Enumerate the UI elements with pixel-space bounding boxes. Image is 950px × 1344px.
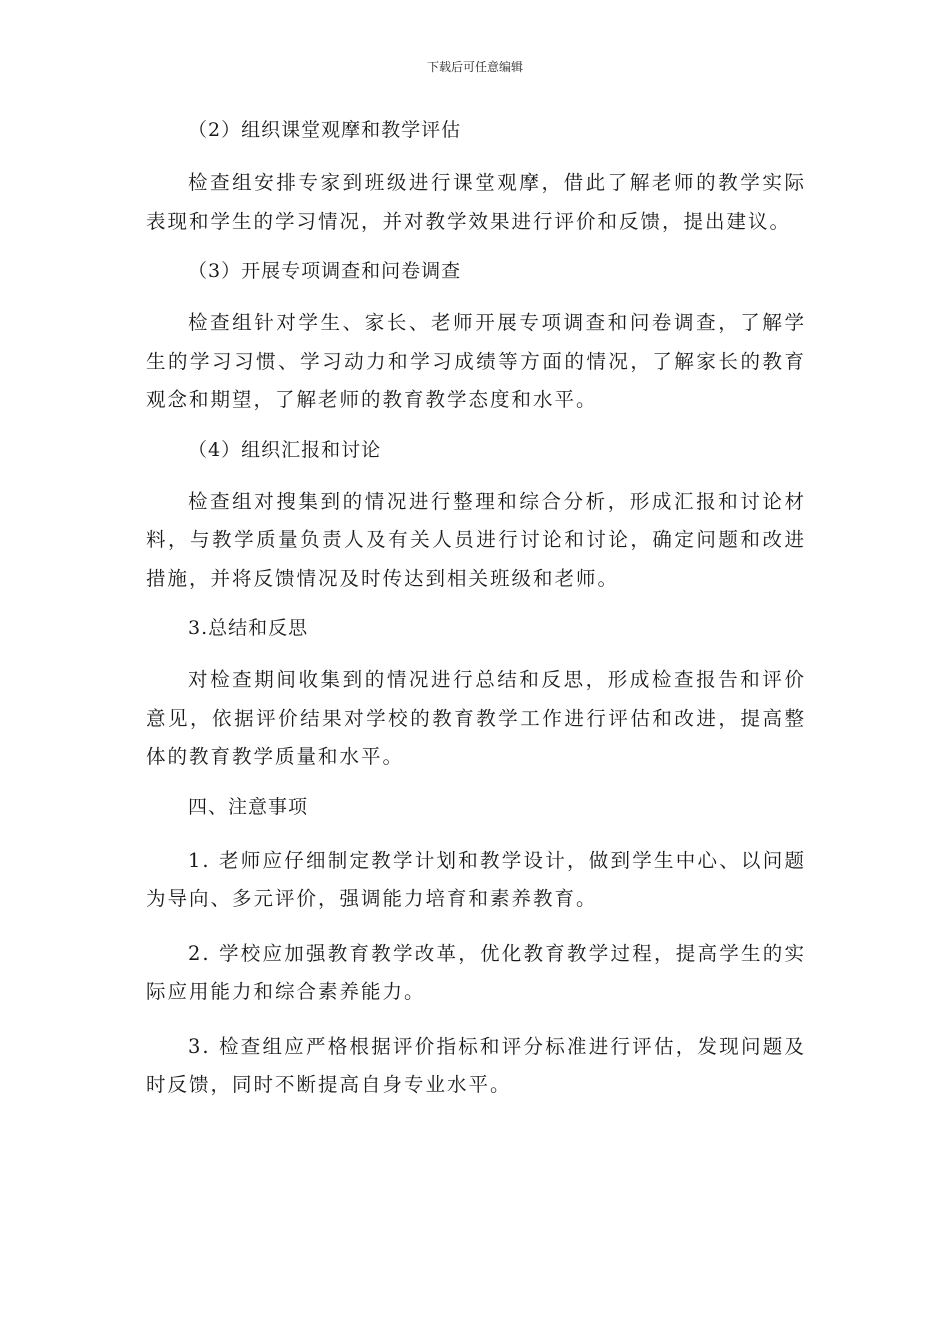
section-heading-3: （3）开展专项调查和问卷调查	[188, 260, 462, 282]
section-heading-summary: 3.总结和反思	[188, 617, 309, 639]
section-heading-4: （4）组织汇报和讨论	[188, 438, 382, 461]
paragraph-surveys: 检查组针对学生、家长、老师开展专项调查和问卷调查，了解学生的学习习惯、学习动力和学习成绩等方面的情况，了解家长的教育观念和期望，了解老师的教育教学态度和水平。	[146, 311, 806, 411]
paragraph-classroom-observation: 检查组安排专家到班级进行课堂观摩，借此了解老师的教学实际表现和学生的学习情况，并对教学效果进行评价和反馈，提出建议。	[146, 171, 806, 233]
section-heading-notes: 四、注意事项	[188, 795, 309, 818]
page-header: 下载后可任意编辑	[426, 60, 523, 74]
paragraph-summary: 对检查期间收集到的情况进行总结和反思，形成检查报告和评价意见，依据评价结果对学校的教育教学工作进行评估和改进，提高整体的教育教学质量和水平。	[146, 668, 806, 768]
note-item-2: 2. 学校应加强教育教学改革，优化教育教学过程，提高学生的实际应用能力和综合素养能力。	[146, 941, 806, 1003]
paragraph-reporting: 检查组对搜集到的情况进行整理和综合分析，形成汇报和讨论材料，与教学质量负责人及有关人员进行讨论和讨论，确定问题和改进措施，并将反馈情况及时传达到相关班级和老师。	[146, 489, 806, 590]
note-item-3: 3. 检查组应严格根据评价指标和评分标准进行评估，发现问题及时反馈，同时不断提高自身专业水平。	[146, 1034, 806, 1096]
note-item-1: 1. 老师应仔细制定教学计划和教学设计，做到学生中心、以问题为导向、多元评价，强调能力培育和素养教育。	[146, 848, 806, 910]
section-heading-2: （2）组织课堂观摩和教学评估	[188, 119, 462, 141]
document-body	[146, 118, 806, 1121]
